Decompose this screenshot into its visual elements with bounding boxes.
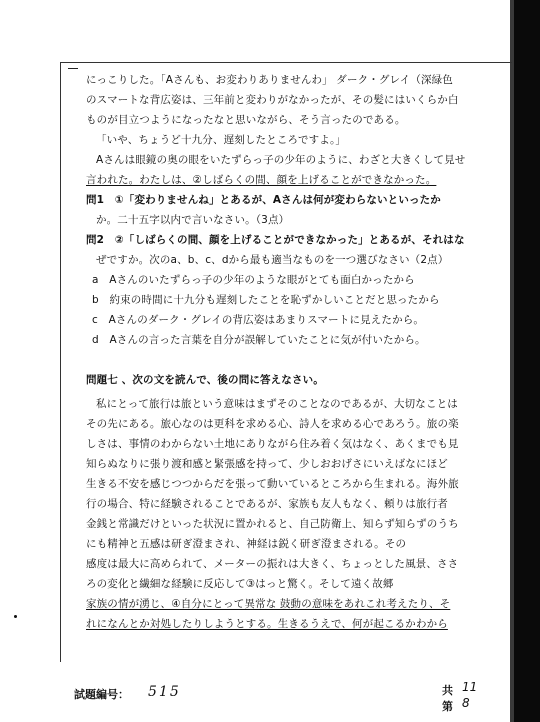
passage-line: にも精神と五感は研ぎ澄まされ、神経は鋭く研ぎ澄まされる。その [86,538,407,550]
page-number: 8 [462,696,470,710]
passage-line: ろの変化と繊細な経験に反応して③はっと驚く。そして遠く故郷 [86,578,394,590]
question-2-instruction: ぜですか。次のa、b、c、dから最も適当なものを一つ選びなさい（2点） [96,254,449,266]
passage-line: しさは、事情のわからない土地にありながら住み着く気はなく、あくまでも見 [86,438,459,450]
question-1: 問1 ①「変わりませんね」とあるが、Aさんは何が変わらないといったか [86,194,441,206]
answer-option-b: b 約束の時間に十九分も遅刻したことを恥ずかしいことだと思ったから [92,294,440,306]
question-1-instruction: か。二十五字以内で言いなさい。（3点） [96,214,290,226]
passage-line-underlined: れになんとか対処したりしようとする。生きるうえで、何が起こるかわから [86,618,448,630]
passage-line: 生きる不安を感じつつからだを張って動いているところから生まれる。海外旅 [86,478,459,490]
passage-line: にっこりした。「Aさんも、お変わりありませんわ」 ダーク・グレイ（深緑色 [86,74,453,86]
total-pages: 11 [462,680,478,694]
question-2: 問2 ②「しばらくの間、顔を上げることができなかった」とあるが、それはな [86,234,465,246]
passage-line: 知らぬなりに張り渡和感と緊張感を持って、少しおおげさにいえばなにほど [86,458,448,470]
corner-mark [68,68,78,69]
passage-line: のスマートな背広姿は、三年前と変わりがなかったが、その髪にはいくらか白 [86,94,459,106]
section-heading: 問題七 、次の文を読んで、後の問に答えなさい。 [86,374,324,386]
passage-line-underlined: 言われた。わたしは、②しばらくの間、顔を上げることができなかった。 [86,174,437,186]
passage-line: ものが目立つようになったなと思いながら、そう言ったのである。 [86,114,406,126]
page-number-label: 第 [442,700,453,713]
passage-line: Aさんは眼鏡の奥の眼をいたずらっ子の少年のように、わざと大きくして見せ [96,154,466,166]
scan-speck [14,615,17,618]
scan-dark-edge [514,0,540,722]
exam-number: 515 [148,684,181,700]
answer-option-a: a Aさんのいたずらっ子の少年のような眼がとても面白かったから [92,274,415,286]
passage-line: 感度は最大に高められて、メーターの振れは大きく、ちょっとした風景、ささ [86,558,459,570]
exam-number-label: 試題編号： [74,688,129,701]
answer-option-c: c Aさんのダーク・グレイの背広姿はあまりスマートに見えたから。 [92,314,425,326]
page-frame-top-rule [60,62,512,63]
answer-option-d: d Aさんの言った言葉を自分が誤解していたことに気が付いたから。 [92,334,426,346]
scan-edge-shadow [510,0,514,722]
passage-line: 金銭と常識だけといった状況に置かれると、自己防衛上、知らず知らずのうち [86,518,459,530]
passage-line: 「いや、ちょうど十九分、遅刻したところですよ。」 [96,134,347,146]
passage-line: 行の場合、特に経験されることであるが、家族も友人もなく、頼りは旅行者 [86,498,448,510]
passage-line-underlined: 家族の情が湧じ、④自分にとって異常な 鼓動の意味をあれこれ考えたり、そ [86,598,451,610]
passage-line: 私にとって旅行は旅という意味はまずそのことなのであるが、大切なことは [96,398,458,410]
passage-line: その先にある。旅心なのは更科を求める心、詩人を求める心であろう。旅の楽 [86,418,459,430]
total-pages-label: 共 [442,684,453,697]
page-frame-left-rule [60,62,61,662]
